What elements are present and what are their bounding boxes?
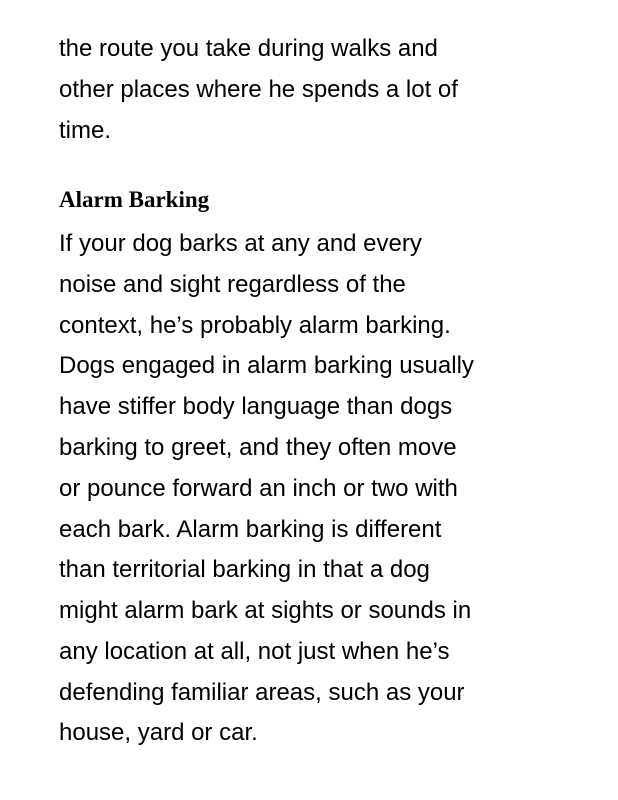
paragraph-line: each bark. Alarm barking is different	[59, 516, 442, 543]
paragraph-line: Dogs engaged in alarm barking usually	[59, 352, 474, 379]
paragraph-line: than territorial barking in that a dog	[59, 556, 430, 583]
paragraph-line: house, yard or car.	[59, 719, 258, 746]
paragraph-line: might alarm bark at sights or sounds in	[59, 597, 472, 624]
paragraph-line: have stiffer body language than dogs	[59, 393, 453, 420]
paragraph-line: defending familiar areas, such as your	[59, 679, 465, 706]
paragraph-line: If your dog barks at any and every	[59, 230, 422, 257]
paragraph-line: barking to greet, and they often move	[59, 434, 457, 461]
paragraph-line: other places where he spends a lot of	[59, 76, 458, 103]
paragraph-line: any location at all, not just when he’s	[59, 638, 450, 665]
paragraph-line: time.	[59, 117, 112, 144]
paragraph-line: context, he’s probably alarm barking.	[59, 312, 451, 339]
paragraph-line: noise and sight regardless of the	[59, 271, 406, 298]
section-heading: Alarm Barking	[59, 187, 210, 212]
paragraph-line: or pounce forward an inch or two with	[59, 475, 458, 502]
paragraph-line: the route you take during walks and	[59, 35, 438, 62]
